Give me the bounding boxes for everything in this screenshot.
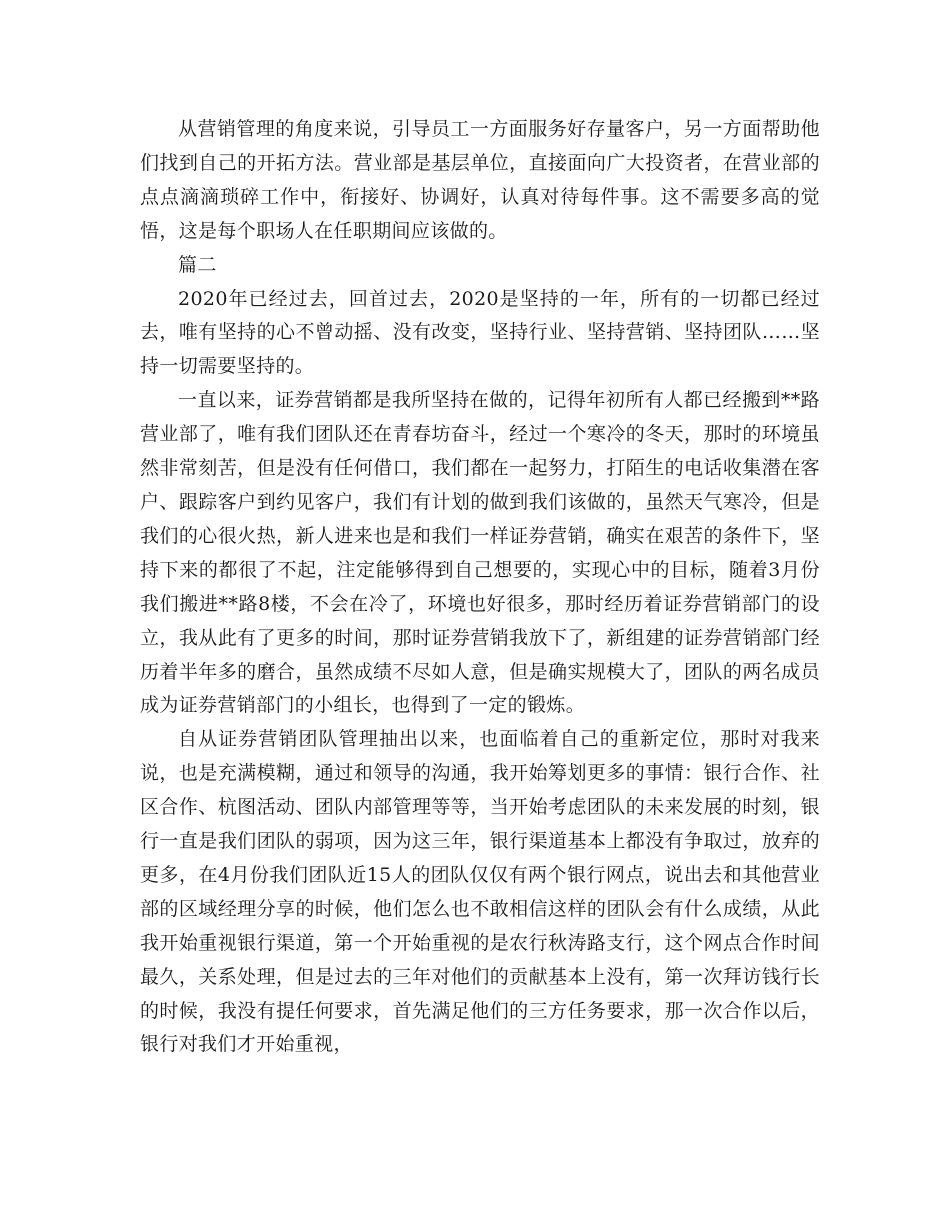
paragraph-securities-marketing: 一直以来，证券营销都是我所坚持在做的，记得年初所有人都已经搬到**路营业部了，唯有我们团队还在青春坊奋斗，经过一个寒冷的冬天，那时的环境虽然非常刻苦，但是没有任何借口，我们都在一起努力，打陌生的电话收集潜在客户、跟踪客户到约见客户，我们有计划的做到我们该做的，虽然天气寒冷，但是我们的心很火热，新人进来也是和我们一样证券营销，确实在艰苦的条件下，坚持下来的都很了不起，注定能够得到自己想要的，实现心中的目标，随着3月份我们搬进**路8楼，不会在冷了，环境也好很多，那时经历着证券营销部门的设立，我从此有了更多的时间，那时证券营销我放下了，新组建的证券营销部门经历着半年多的磨合，虽然成绩不尽如人意，但是确实规模大了，团队的两名成员成为证券营销部门的小组长，也得到了一定的锻炼。 — [140, 389, 820, 717]
paragraph-team-management: 自从证券营销团队管理抽出以来，也面临着自己的重新定位，那时对我来说，也是充满模糊，通过和领导的沟通，我开始筹划更多的事情：银行合作、社区合作、杭图活动、团队内部管理等等，当开始考虑团队的未来发展的时刻，银行一直是我们团队的弱项，因为这三年，银行渠道基本上都没有争取过，放弃的更多，在4月份我们团队近15人的团队仅仅有两个银行网点，说出去和其他营业部的区域经理分享的时候，他们怎么也不敢相信这样的团队会有什么成绩，从此我开始重视银行渠道，第一个开始重视的是农行秋涛路支行，这个网点合作时间最久，关系处理，但是过去的三年对他们的贡献基本上没有，第一次拜访钱行长的时候，我没有提任何要求，首先满足他们的三方任务要求，那一次合作以后，银行对我们才开始重视， — [140, 728, 820, 1056]
section-heading-part-two: 篇二 — [178, 253, 217, 276]
paragraph-marketing-management: 从营销管理的角度来说，引导员工一方面服务好存量客户，另一方面帮助他们找到自己的开拓方法。营业部是基层单位，直接面向广大投资者，在营业部的点点滴滴琐碎工作中，衔接好、协调好，认真对待每件事。这不需要多高的觉悟，这是每个职场人在任职期间应该做的。 — [140, 118, 820, 242]
document-body — [140, 113, 820, 1062]
paragraph-year-review: 2020年已经过去，回首过去，2020是坚持的一年，所有的一切都已经过去，唯有坚持的心不曾动摇、没有改变，坚持行业、坚持营销、坚持团队……坚持一切需要坚持的。 — [140, 287, 820, 378]
